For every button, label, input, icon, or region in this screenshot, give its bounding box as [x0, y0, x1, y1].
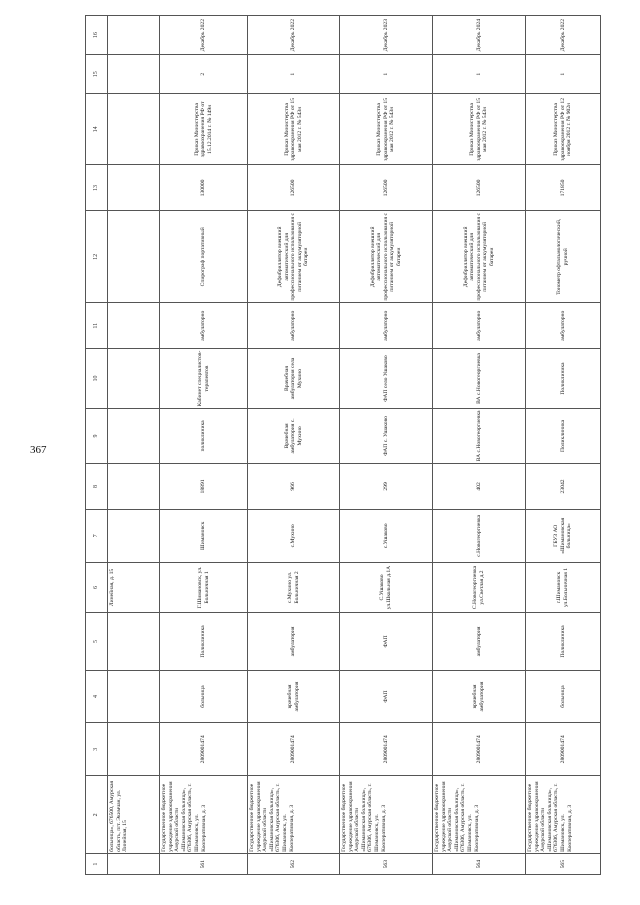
column-number: 16: [86, 16, 108, 55]
placement-cell: Поликлиника: [526, 349, 601, 409]
continuation-address-cell: Линейная, д. 15: [108, 562, 160, 613]
subdivision-cell: Поликлиника: [526, 408, 601, 463]
order-cell: Приказ Министерства здравоохранения РФ от 15 мая 2012 г. № 543н: [248, 94, 340, 165]
date-cell: Декабрь 2022: [526, 16, 601, 55]
facility-name-cell: Поликлиника: [160, 613, 248, 670]
table-row: [526, 16, 601, 875]
equipment-cell: Тонометр офтальмологический, ручной: [526, 211, 601, 303]
address-cell: С.Новогеоргиевка ул.Светлая д.2: [433, 562, 526, 613]
care-form-cell: амбулаторно: [433, 303, 526, 349]
quantity-cell: 1: [340, 55, 433, 94]
facility-name-cell: амбулатория: [433, 613, 526, 670]
price-cell: 130000: [160, 165, 248, 211]
date-cell: Декабрь 2022: [248, 16, 340, 55]
organization-cell: Государственное бюджетное учреждение здравоохранения Амурской области «Шимановская больница», 676306, Амурская область, г. Шимановск, ул. Кооперативная, д. 3: [160, 776, 248, 854]
column-number: 1: [86, 854, 108, 875]
population-cell: 18891: [160, 463, 248, 509]
population-cell: 966: [248, 463, 340, 509]
order-cell: Приказ Министерства здравоохранения РФ от 15.12.2014 г. № 149н: [160, 94, 248, 165]
care-form-cell: амбулаторно: [160, 303, 248, 349]
population-cell: 402: [433, 463, 526, 509]
row-number: 565: [526, 854, 601, 875]
facility-type-cell: врачебная амбулатория: [248, 670, 340, 723]
equipment-cell: Дефибриллятор внешний автоматический для профессионального использования с питанием от аккумуляторной батареи: [433, 211, 526, 303]
inn-cell: 2809001474: [433, 723, 526, 776]
equipment-cell: Дефибриллятор внешний автоматический для профессионального использования с питанием от аккумуляторной батареи: [340, 211, 433, 303]
column-number: 4: [86, 670, 108, 723]
order-cell: Приказ Министерства здравоохранения РФ от 15 мая 2012 г. № 543н: [433, 94, 526, 165]
equipment-cell: Спирограф портативный: [160, 211, 248, 303]
cell-empty: [108, 55, 160, 94]
column-number: 12: [86, 211, 108, 303]
row-number: 561: [160, 854, 248, 875]
population-cell: 299: [340, 463, 433, 509]
cell-empty: [108, 670, 160, 723]
subdivision-cell: поликлиника: [160, 408, 248, 463]
column-number: 9: [86, 408, 108, 463]
address-cell: г.Шимановск ул.Больничная 1: [526, 562, 601, 613]
column-number: 10: [86, 349, 108, 409]
cell-empty: [108, 349, 160, 409]
column-number: 6: [86, 562, 108, 613]
cell-empty: [108, 509, 160, 562]
column-number: 2: [86, 776, 108, 854]
continuation-row: [108, 16, 160, 875]
column-number: 5: [86, 613, 108, 670]
table-row: [340, 16, 433, 875]
address-cell: С.Ушаково ул.Школьная д.1А: [340, 562, 433, 613]
equipment-cell: Дефибриллятор внешний автоматический для профессионального использования с питанием от аккумуляторной батареи: [248, 211, 340, 303]
quantity-cell: 2: [160, 55, 248, 94]
column-number: 13: [86, 165, 108, 211]
cell-empty: [108, 16, 160, 55]
row-number: 562: [248, 854, 340, 875]
locality-cell: с.Новогеоргиевка: [433, 509, 526, 562]
date-cell: Декабрь 2022: [160, 16, 248, 55]
inn-cell: 2809001474: [526, 723, 601, 776]
organization-cell: Государственное бюджетное учреждение здравоохранения Амурской области «Шимановская больница», 676306, Амурская область, г. Шимановск, ул. Кооперативная, д. 3: [526, 776, 601, 854]
table-row: [248, 16, 340, 875]
price-cell: 126500: [340, 165, 433, 211]
inn-cell: 2809001474: [340, 723, 433, 776]
locality-cell: Шимановск: [160, 509, 248, 562]
cell-empty: [108, 408, 160, 463]
facility-name-cell: ФАП: [340, 613, 433, 670]
table-row: [433, 16, 526, 875]
cell-empty: [108, 854, 160, 875]
cell-empty: [108, 723, 160, 776]
facility-type-cell: больница: [526, 670, 601, 723]
column-number: 15: [86, 55, 108, 94]
column-number: 11: [86, 303, 108, 349]
locality-cell: с.Мухино: [248, 509, 340, 562]
column-number: 14: [86, 94, 108, 165]
organization-cell: Государственное бюджетное учреждение здравоохранения Амурской области «Шимановская больница», 676306, Амурская область, г. Шимановск, ул. Кооперативная, д. 3: [433, 776, 526, 854]
page-number: 367: [30, 444, 47, 456]
facility-type-cell: врачебная амбулатория: [433, 670, 526, 723]
placement-cell: Кабинет специалистов-терапевтов: [160, 349, 248, 409]
date-cell: Декабрь 2023: [340, 16, 433, 55]
care-form-cell: амбулаторно: [340, 303, 433, 349]
continuation-org-cell: больница», 676500, Амурская область, пгт. Экимчан, ул. Линейная, 15: [108, 776, 160, 854]
subdivision-cell: ФАП с. Ушаково: [340, 408, 433, 463]
locality-cell: с.Ушаково: [340, 509, 433, 562]
row-number: 564: [433, 854, 526, 875]
address-cell: Г.Шимановск, ул. Больничная 1: [160, 562, 248, 613]
quantity-cell: 1: [526, 55, 601, 94]
column-number: 3: [86, 723, 108, 776]
column-number: 8: [86, 463, 108, 509]
cell-empty: [108, 613, 160, 670]
locality-cell: ГБУЗ АО «Шимановская больница»: [526, 509, 601, 562]
quantity-cell: 1: [248, 55, 340, 94]
date-cell: Декабрь 2024: [433, 16, 526, 55]
population-cell: 23042: [526, 463, 601, 509]
facility-name-cell: амбулатория: [248, 613, 340, 670]
quantity-cell: 1: [433, 55, 526, 94]
cell-empty: [108, 165, 160, 211]
price-cell: 171850: [526, 165, 601, 211]
column-number: 7: [86, 509, 108, 562]
table-row: [160, 16, 248, 875]
cell-empty: [108, 94, 160, 165]
address-cell: с.Мухино ул. Больничная 2: [248, 562, 340, 613]
cell-empty: [108, 211, 160, 303]
placement-cell: ВА с.Новогеоргиевка: [433, 349, 526, 409]
facility-type-cell: ФАП: [340, 670, 433, 723]
inn-cell: 2809001474: [248, 723, 340, 776]
rotated-table-page: [85, 15, 600, 875]
row-number: 563: [340, 854, 433, 875]
subdivision-cell: ВА с.Новогеоргиевка: [433, 408, 526, 463]
organization-cell: Государственное бюджетное учреждение здравоохранения Амурской области «Шимановская больница», 676306, Амурская область, г. Шимановск, ул. Кооперативная, д. 3: [340, 776, 433, 854]
care-form-cell: амбулаторно: [526, 303, 601, 349]
placement-cell: ФАП село Ушаково: [340, 349, 433, 409]
facility-name-cell: Поликлиника: [526, 613, 601, 670]
order-cell: Приказ Министерства здравоохранения РФ от 12 ноября 2012 г. № 902н: [526, 94, 601, 165]
subdivision-cell: Врачебная амбулатория с. Мухино: [248, 408, 340, 463]
column-number-row: [86, 16, 108, 875]
placement-cell: Врачебная амбулатория села Мухино: [248, 349, 340, 409]
cell-empty: [108, 303, 160, 349]
organization-cell: Государственное бюджетное учреждение здравоохранения Амурской области «Шимановская больница», 676306, Амурская область, г. Шимановск, ул. Кооперативная, д. 3: [248, 776, 340, 854]
price-cell: 126500: [433, 165, 526, 211]
care-form-cell: амбулаторно: [248, 303, 340, 349]
cell-empty: [108, 463, 160, 509]
inn-cell: 2809001474: [160, 723, 248, 776]
equipment-table: [85, 15, 601, 875]
price-cell: 126500: [248, 165, 340, 211]
facility-type-cell: больница: [160, 670, 248, 723]
order-cell: Приказ Министерства здравоохранения РФ от 15 мая 2012 г. № 543н: [340, 94, 433, 165]
